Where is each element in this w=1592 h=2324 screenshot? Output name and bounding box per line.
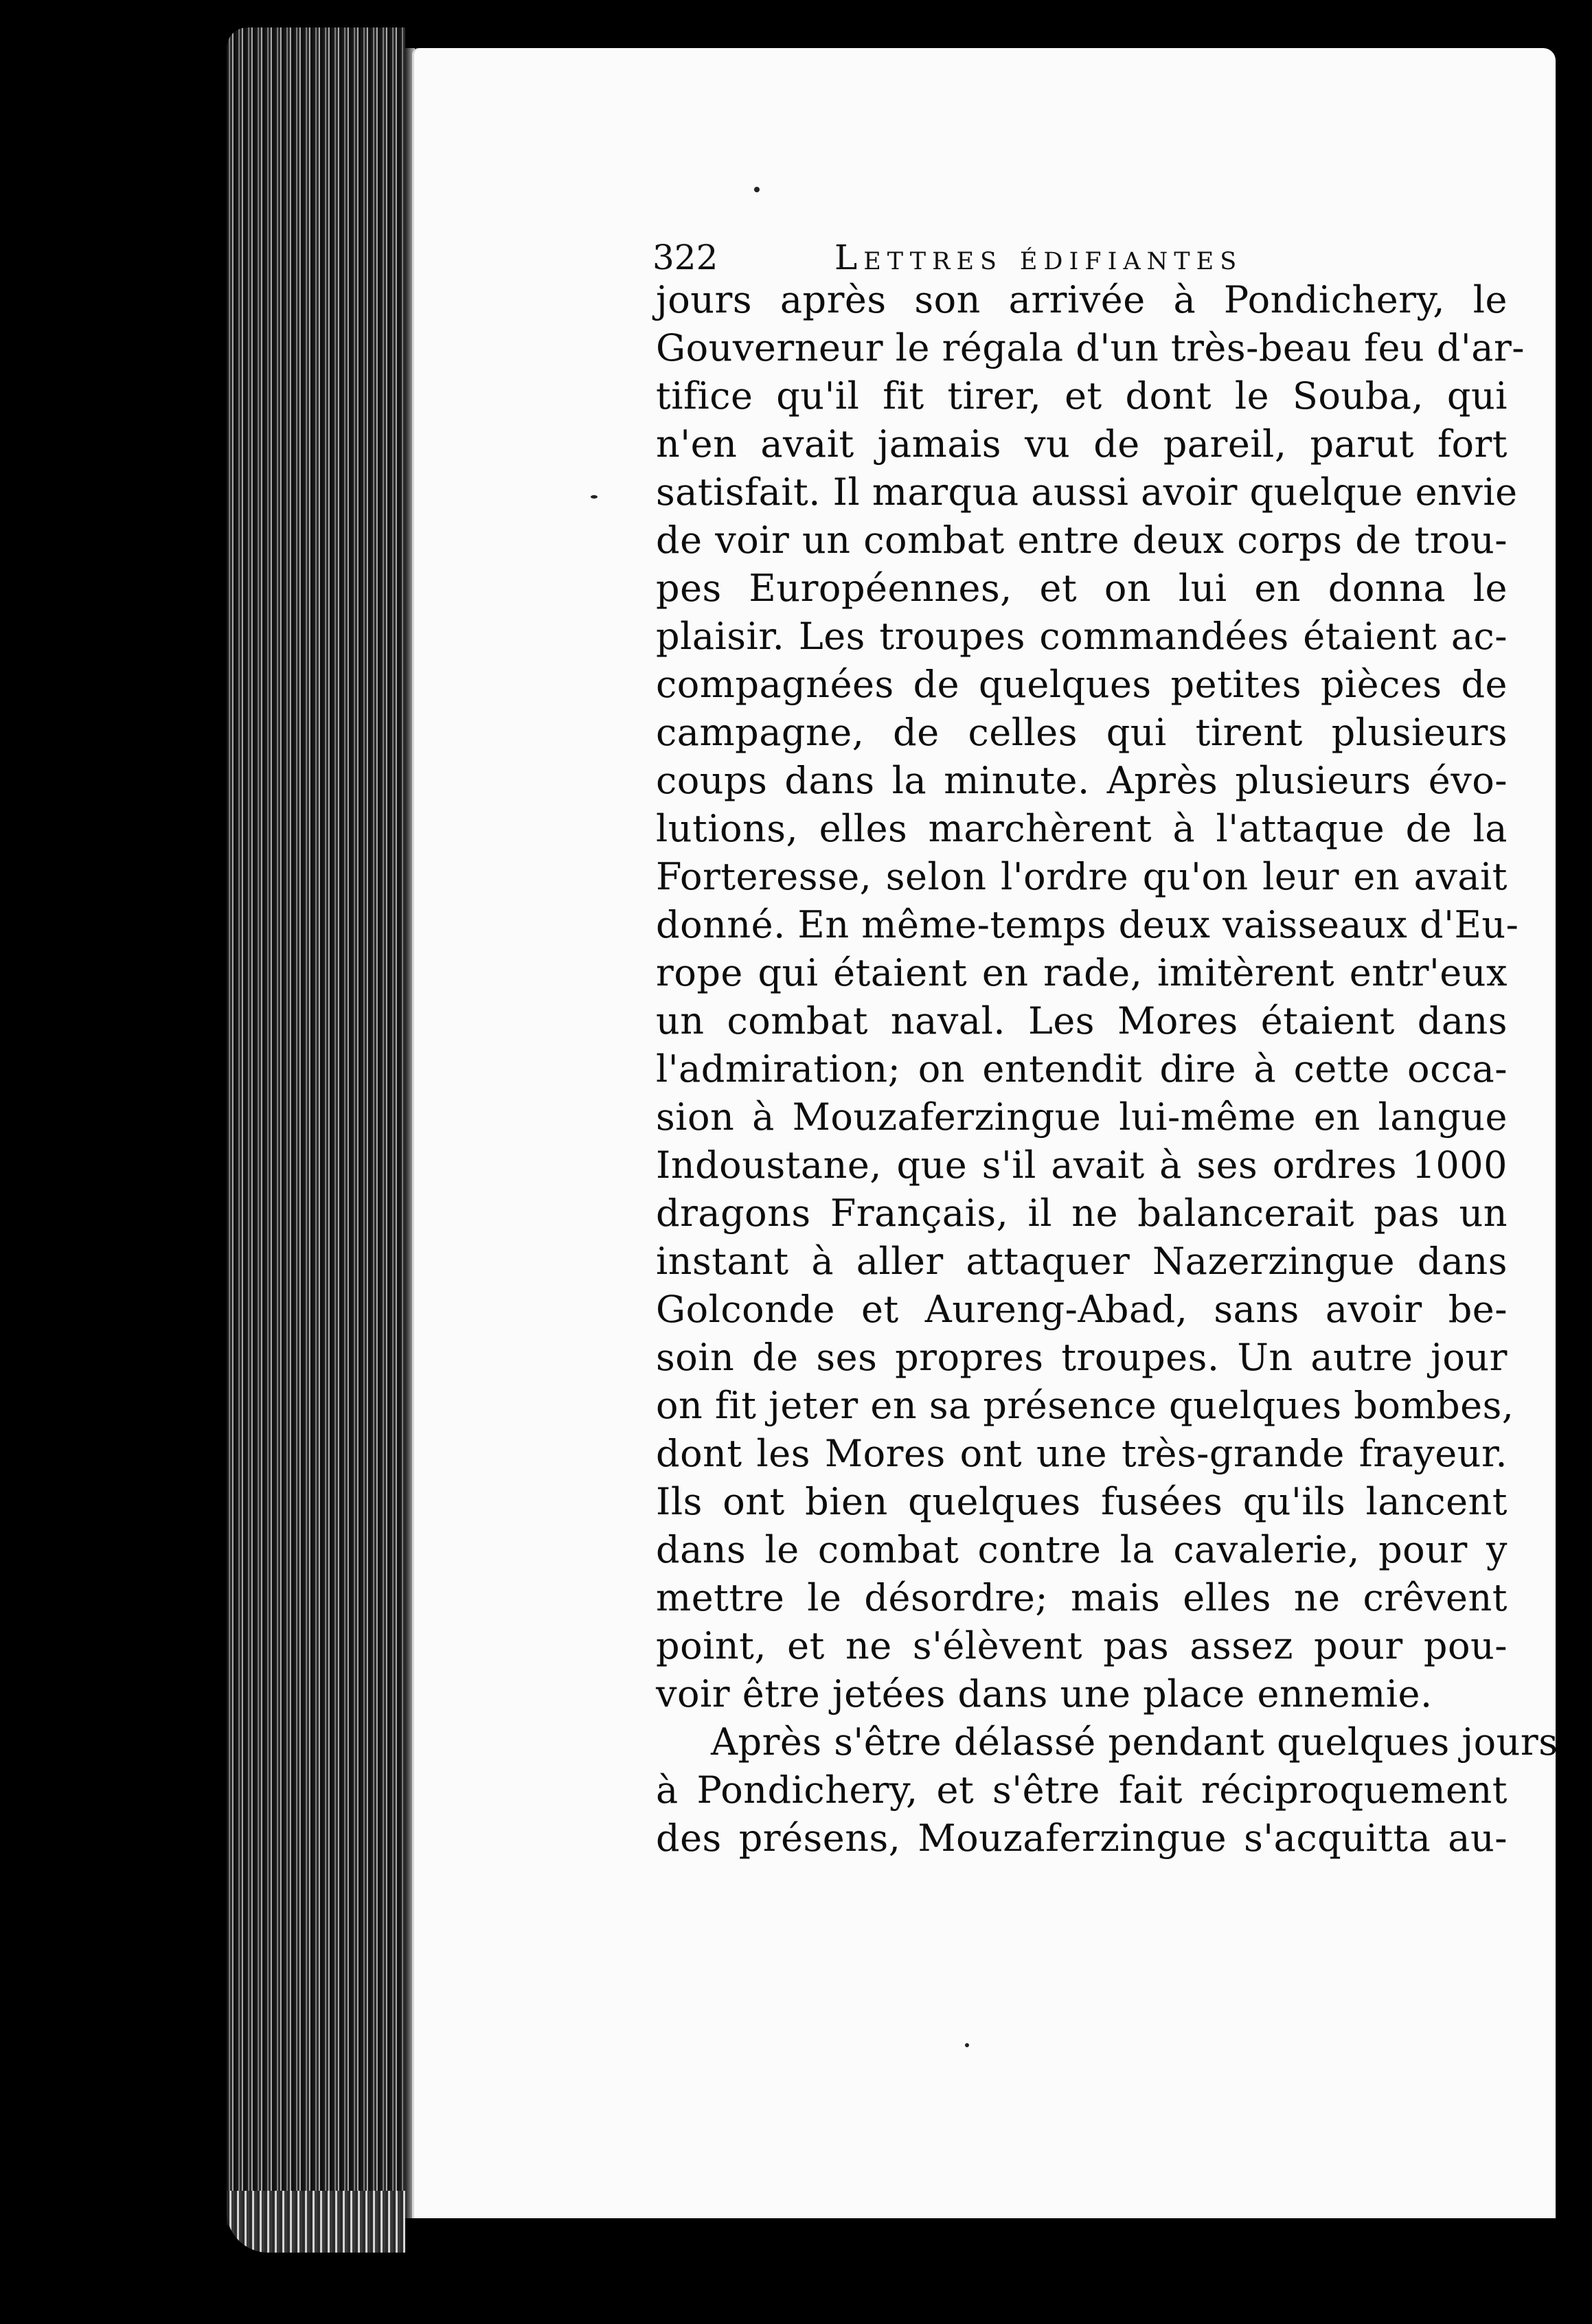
- text-line: Après s'être délassé pendant quelques jours: [711, 1720, 1558, 1764]
- ink-speck: [754, 187, 760, 192]
- text-line: tifice qu'il fit tirer, et dont le Souba, qui: [656, 374, 1508, 418]
- text-line: dans le combat contre la cavalerie, pour y: [656, 1528, 1508, 1571]
- text-line: Gouverneur le régala d'un très-beau feu d'ar-: [656, 326, 1525, 369]
- text-line: mettre le désordre; mais elles ne crêvent: [656, 1576, 1508, 1619]
- text-line: n'en avait jamais vu de pareil, parut fort: [656, 422, 1508, 466]
- text-line: à Pondichery, et s'être fait réciproquement: [656, 1768, 1508, 1812]
- text-line: instant à aller attaquer Nazerzingue dans: [656, 1240, 1508, 1283]
- running-title: Lettres édifiantes: [834, 238, 1243, 277]
- text-line: rope qui étaient en rade, imitèrent entr'eux: [656, 951, 1508, 994]
- text-line: sion à Mouzaferzingue lui-même en langue: [656, 1095, 1508, 1139]
- text-line: dont les Mores ont une très-grande frayeur.: [656, 1432, 1508, 1475]
- text-line: jours après son arrivée à Pondichery, le: [656, 278, 1508, 321]
- text-line: l'admiration; on entendit dire à cette occa-: [656, 1047, 1508, 1091]
- text-line: Indoustane, que s'il avait à ses ordres 1000: [656, 1143, 1508, 1187]
- text-line: de voir un combat entre deux corps de trou-: [656, 519, 1508, 562]
- text-line: Golconde et Aureng-Abad, sans avoir be-: [656, 1288, 1508, 1331]
- text-line: coups dans la minute. Après plusieurs évo-: [656, 759, 1508, 802]
- text-line: Forteresse, selon l'ordre qu'on leur en avait: [656, 855, 1508, 898]
- text-line: dragons Français, il ne balancerait pas un: [656, 1192, 1508, 1235]
- ink-speck: [591, 495, 598, 499]
- text-line: Ils ont bien quelques fusées qu'ils lancent: [656, 1480, 1508, 1523]
- text-line: satisfait. Il marqua aussi avoir quelque envie: [656, 470, 1518, 514]
- text-line: lutions, elles marchèrent à l'attaque de la: [656, 807, 1508, 850]
- body-text: [656, 276, 1558, 1862]
- text-line: compagnées de quelques petites pièces de: [656, 663, 1508, 706]
- text-line: donné. En même-temps deux vaisseaux d'Eu-: [656, 903, 1519, 946]
- page-number: 322: [652, 238, 718, 277]
- text-line: des présens, Mouzaferzingue s'acquitta au-: [656, 1816, 1508, 1860]
- ink-speck: [965, 2043, 969, 2047]
- text-line: un combat naval. Les Mores étaient dans: [656, 999, 1508, 1043]
- text-line: on fit jeter en sa présence quelques bombes,: [656, 1384, 1514, 1427]
- text-line: soin de ses propres troupes. Un autre jour: [656, 1336, 1508, 1379]
- text-line: plaisir. Les troupes commandées étaient ac-: [656, 615, 1508, 658]
- page-right-edge: [1556, 48, 1564, 2287]
- text-line: pes Européennes, et on lui en donna le: [656, 567, 1508, 610]
- book-page-edges: [227, 27, 405, 2225]
- text-line: campagne, de celles qui tirent plusieurs: [656, 711, 1508, 754]
- text-line: point, et ne s'élèvent pas assez pour pou-: [656, 1624, 1508, 1667]
- text-line: voir être jetées dans une place ennemie.: [656, 1672, 1433, 1716]
